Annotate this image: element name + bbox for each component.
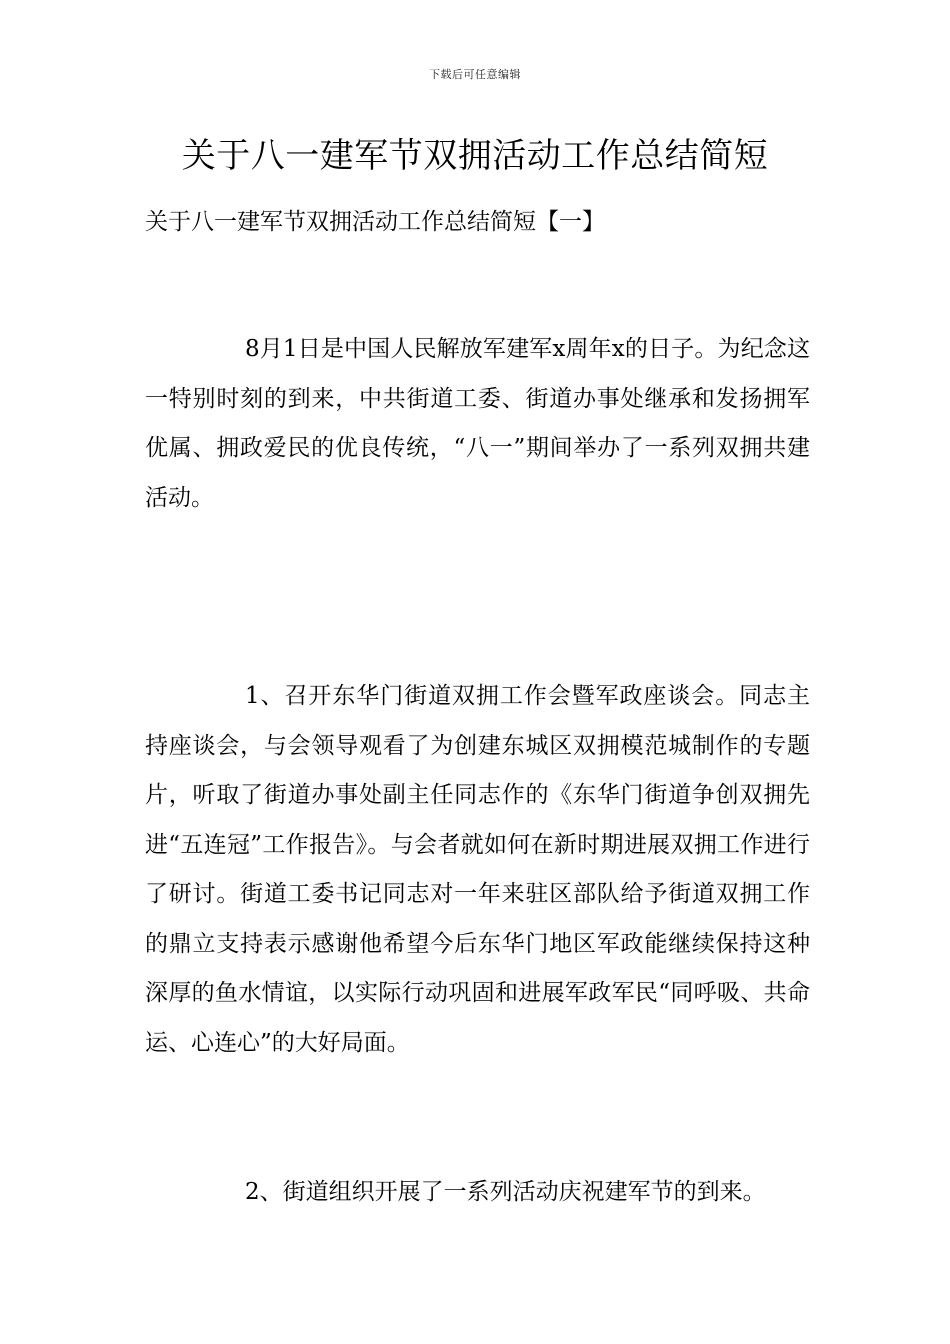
section-heading: 关于八一建军节双拥活动工作总结简短【一】	[145, 209, 605, 235]
paragraph-item-2: 2、街道组织开展了一系列活动庆祝建军节的到来。	[245, 1179, 766, 1205]
document-title: 关于八一建军节双拥活动工作总结简短	[181, 136, 769, 176]
header-note: 下载后可任意编辑	[429, 68, 521, 81]
paragraph-intro: 8月1日是中国人民解放军建军x周年x的日子。为纪念这一特别时刻的到来，中共街道工委、街道办事处继承和发扬拥军优属、拥政爱民的优良传统，“八一”期间举办了一系列双拥共建活动。	[145, 336, 810, 511]
paragraph-item-1: 1、召开东华门街道双拥工作会暨军政座谈会。同志主持座谈会，与会领导观看了为创建东城区双拥模范城制作的专题片，听取了街道办事处副主任同志作的《东华门街道争创双拥先进“五连冠”工作报告》。与会者就如何在新时期进展双拥工作进行了研讨。街道工委书记同志对一年来驻区部队给予街道双拥工作的鼎立支持表示感谢他希望今后东华门地区军政能继续保持这种深厚的鱼水情谊，以实际行动巩固和进展军政军民“同呼吸、共命运、心连心”的大好局面。	[145, 683, 810, 1056]
